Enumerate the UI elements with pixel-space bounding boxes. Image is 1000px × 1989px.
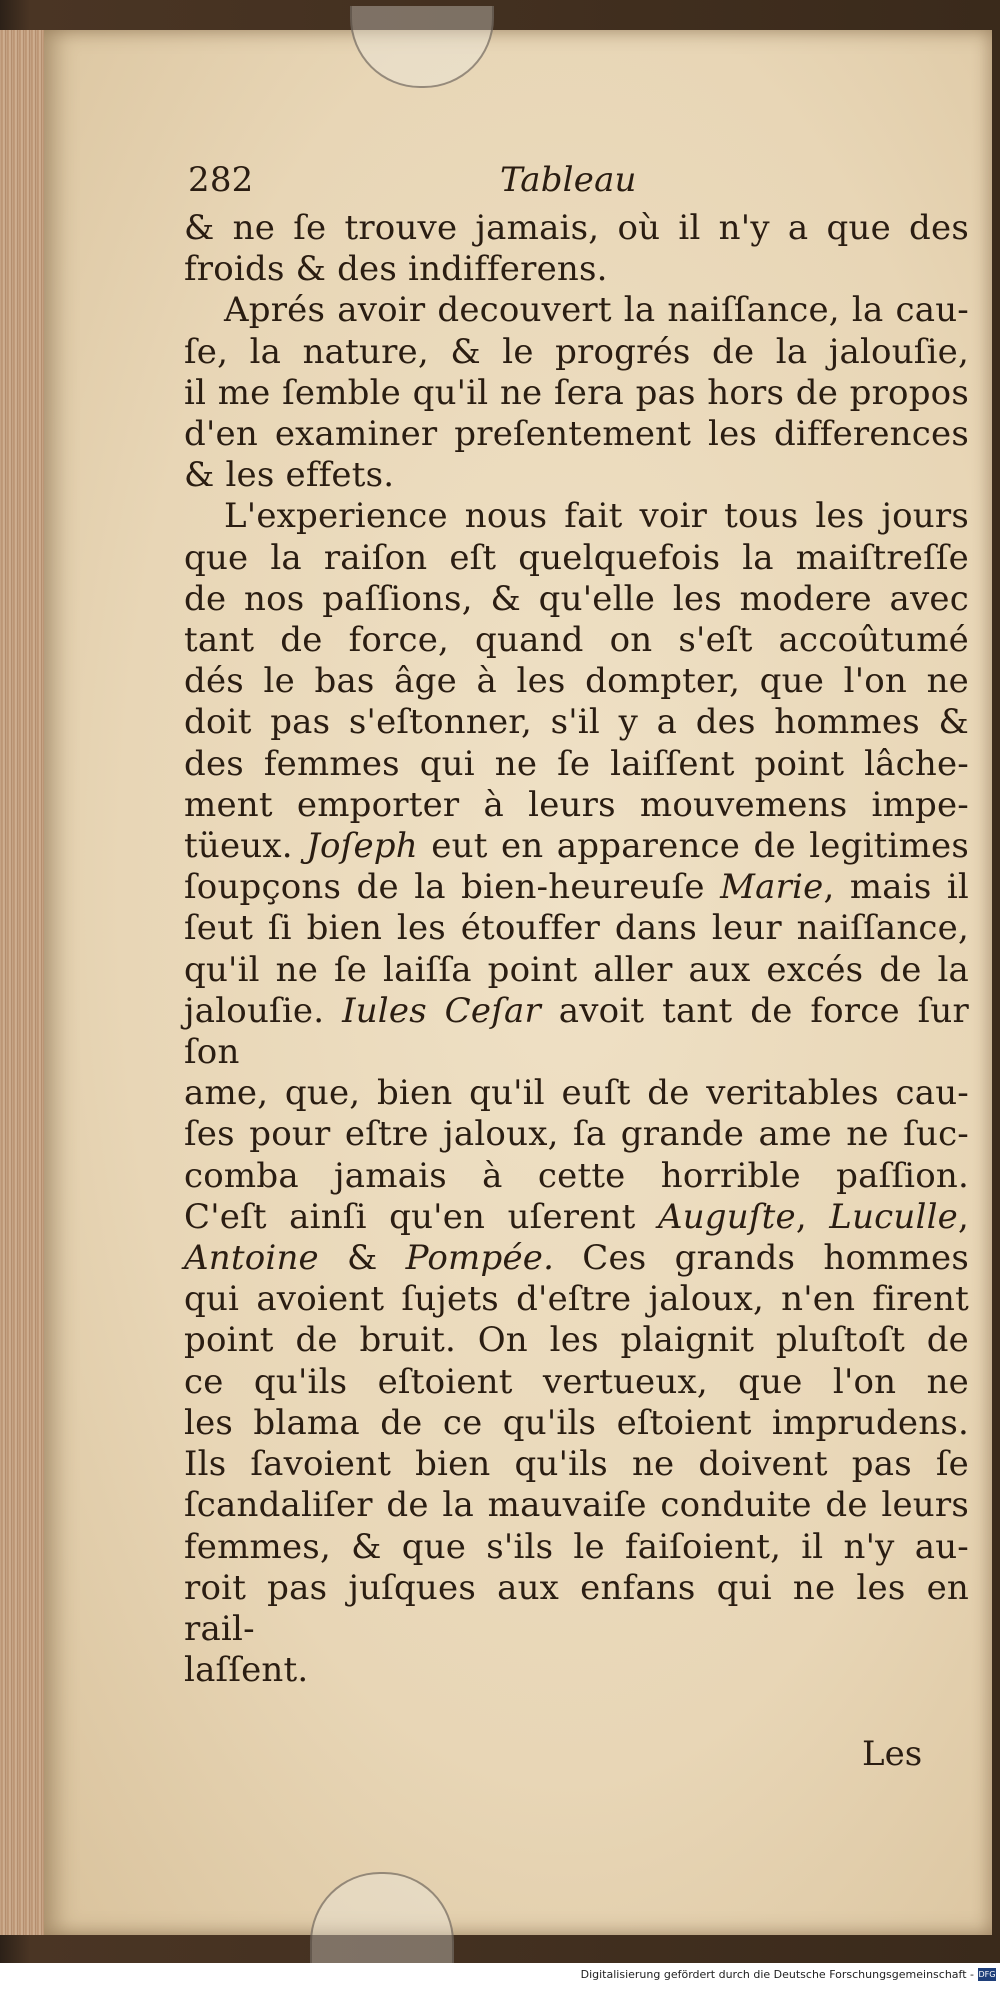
text-line — [184, 702, 969, 743]
text-line — [184, 867, 969, 908]
page-text — [184, 160, 969, 1691]
italic-name: Antoine — [184, 1238, 319, 1279]
italic-name: Marie — [720, 867, 824, 908]
text-line — [184, 579, 969, 620]
text-line — [184, 1114, 969, 1155]
text-line — [184, 208, 969, 249]
text-run: , — [795, 1196, 830, 1237]
text-run: comba jamais à cette horrible paſſion. — [184, 1155, 969, 1196]
text-line — [184, 1403, 969, 1444]
text-run: ment emporter à leurs mouvemens impe- — [184, 784, 969, 825]
text-line — [184, 620, 969, 661]
text-line — [184, 290, 969, 331]
text-run: tüeux. — [184, 826, 307, 867]
text-line — [184, 1073, 969, 1114]
footer-credit: Digitalisierung gefördert durch die Deutsche Forschungsgemeinschaft - — [580, 1968, 974, 1981]
text-run: & ne ſe trouve jamais, où il n'y a que des — [184, 208, 969, 248]
italic-name: Auguſte — [657, 1196, 796, 1237]
text-run: il me ſemble qu'il ne ſera pas hors de propos — [184, 372, 969, 413]
text-line — [184, 785, 969, 826]
text-line — [184, 1156, 969, 1197]
text-line — [184, 1362, 969, 1403]
text-run: ſes pour eſtre jaloux, ſa grande ame ne ſuc- — [184, 1114, 969, 1155]
text-run: qui avoient ſujets d'eſtre jaloux, n'en firent — [184, 1279, 969, 1320]
running-head — [184, 160, 969, 204]
text-run: ame, que, bien qu'il euſt de veritables cau- — [184, 1073, 969, 1114]
text-line — [184, 661, 969, 702]
text-line — [184, 950, 969, 991]
italic-name: Luculle — [829, 1196, 958, 1237]
text-run: roit pas juſques aux enfans qui ne les en rail- — [184, 1567, 969, 1649]
text-run: des femmes qui ne ſe laiſſent point lâche- — [184, 743, 969, 784]
text-run: Aprés avoir decouvert la naiſſance, la cau- — [224, 290, 969, 331]
text-line — [184, 496, 969, 537]
text-run: dés le bas âge à les dompter, que l'on ne — [184, 661, 969, 702]
page-edges — [0, 30, 45, 1935]
text-line — [184, 991, 969, 1073]
text-run: Ces grands hommes — [554, 1238, 969, 1279]
text-line — [184, 1238, 969, 1279]
text-line — [184, 373, 969, 414]
footer-bar — [0, 1963, 1000, 1989]
text-run: les blama de ce qu'ils eſtoient imprudens. — [184, 1402, 969, 1443]
text-line — [184, 538, 969, 579]
text-line — [184, 455, 969, 496]
text-run: , — [957, 1196, 969, 1237]
italic-name: Joſeph — [306, 826, 418, 867]
text-line — [184, 1650, 969, 1691]
dfg-logo: DFG — [978, 1970, 996, 1979]
text-run: & les effets. — [184, 455, 395, 496]
text-run: L'experience nous fait voir tous les jours — [224, 496, 969, 537]
italic-name: Iules Ceſar — [342, 990, 541, 1031]
running-title: Tableau — [500, 160, 637, 200]
text-run: doit pas s'eſtonner, s'il y a des hommes & — [184, 702, 969, 743]
text-line — [184, 1197, 969, 1238]
text-run: jalouſie. — [184, 990, 343, 1031]
text-run: ſoupçons de la bien-heureuſe — [184, 867, 721, 908]
text-run: , mais il — [823, 867, 969, 908]
text-line — [184, 908, 969, 949]
text-run: femmes, & que s'ils le faiſoient, il n'y au- — [184, 1526, 969, 1567]
text-run: avoit tant de force ſur ſon — [184, 990, 969, 1073]
text-run: qu'il ne ſe laiſſa point aller aux excés de la — [184, 949, 969, 990]
text-line — [184, 1527, 969, 1568]
text-run: ce qu'ils eſtoient vertueux, que l'on ne — [184, 1361, 969, 1402]
text-run: froids & des indifferens. — [184, 249, 608, 290]
text-line — [184, 1279, 969, 1320]
text-line — [184, 744, 969, 785]
text-run: ſe, la nature, & le progrés de la jalouſie, — [184, 331, 969, 372]
text-run: d'en examiner preſentement les differences — [184, 414, 969, 455]
text-line — [184, 826, 969, 867]
text-run: ſcandaliſer de la mauvaiſe conduite de leurs — [184, 1485, 969, 1526]
text-line — [184, 1320, 969, 1361]
text-run: tant de force, quand on s'eſt accoûtumé — [184, 620, 969, 661]
body-text — [184, 208, 969, 1691]
italic-name: Pompée. — [405, 1238, 555, 1279]
text-run: que la raiſon eſt quelquefois la maiſtreſſe — [184, 537, 969, 578]
text-run: eut en apparence de legitimes — [417, 826, 969, 867]
text-line — [184, 1485, 969, 1526]
text-run: ſeut ſi bien les étouffer dans leur naiſſance, — [184, 908, 969, 949]
text-run: laſſent. — [184, 1650, 309, 1691]
text-line — [184, 1444, 969, 1485]
text-run: point de bruit. On les plaignit pluſtoſt de — [184, 1320, 969, 1361]
text-run: & — [318, 1238, 406, 1279]
text-line — [184, 414, 969, 455]
text-line — [184, 249, 969, 290]
page-number: 282 — [188, 160, 254, 200]
text-run: C'eſt ainſi qu'en uſerent — [184, 1196, 658, 1237]
text-run: Ils ſavoient bien qu'ils ne doivent pas ſe — [184, 1444, 969, 1485]
text-line — [184, 332, 969, 373]
text-line — [184, 1568, 969, 1650]
text-run: de nos paſſions, & qu'elle les modere avec — [184, 578, 969, 619]
catchword: Les — [862, 1734, 923, 1774]
